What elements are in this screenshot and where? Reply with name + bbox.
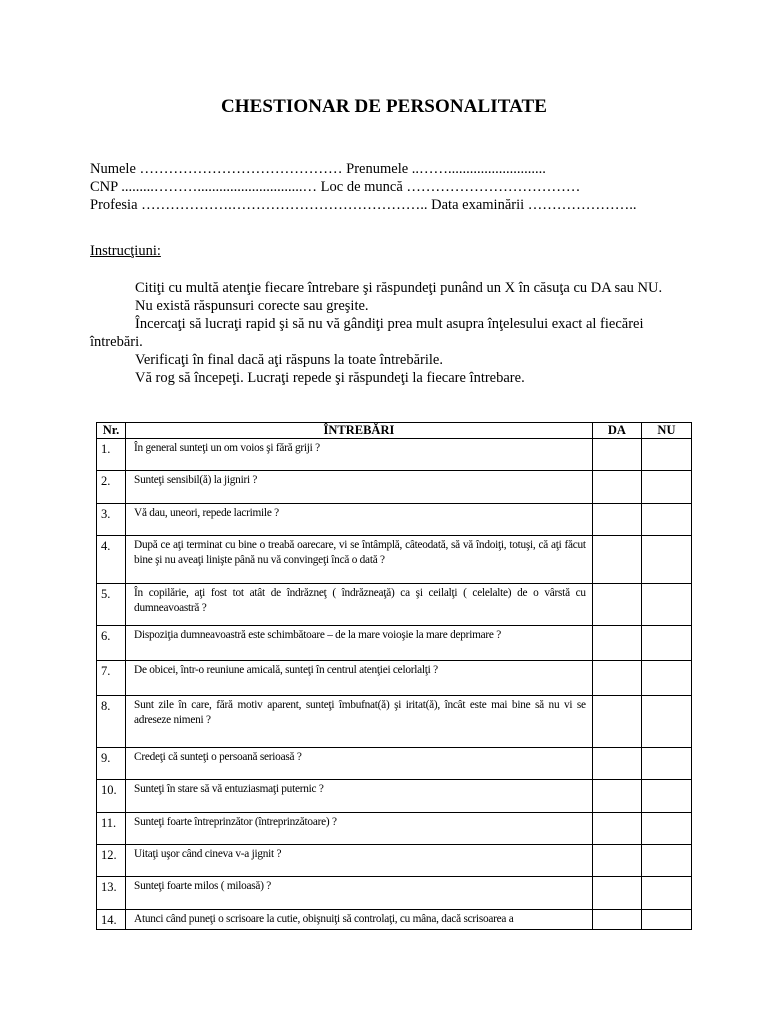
- answer-nu-cell[interactable]: [641, 626, 691, 661]
- question-number: 2.: [97, 471, 126, 504]
- answer-nu-cell[interactable]: [641, 780, 691, 813]
- answer-nu-cell[interactable]: [641, 910, 691, 930]
- answer-nu-cell[interactable]: [641, 439, 691, 471]
- question-number: 13.: [97, 877, 126, 910]
- question-row: [97, 845, 692, 877]
- question-number: 9.: [97, 748, 126, 780]
- answer-nu-cell[interactable]: [641, 748, 691, 780]
- instruction-paragraph: Vă rog să începeţi. Lucraţi repede şi răspundeţi la fiecare întrebare.: [135, 370, 525, 386]
- question-text: Sunteţi în stare să vă entuziasmaţi puternic ?: [134, 783, 324, 795]
- question-number: 3.: [97, 504, 126, 536]
- question-row: [97, 813, 692, 845]
- answer-da-cell[interactable]: [592, 748, 641, 780]
- questions-table: [96, 422, 692, 930]
- instruction-paragraph: Nu există răspunsuri corecte sau greşite.: [135, 298, 369, 314]
- question-text: Sunteţi foarte întreprinzător (întreprinzătoare) ?: [134, 816, 337, 828]
- question-number: 10.: [97, 780, 126, 813]
- answer-da-cell[interactable]: [592, 780, 641, 813]
- answer-da-cell[interactable]: [592, 845, 641, 877]
- question-row: [97, 471, 692, 504]
- answer-nu-cell[interactable]: [641, 696, 691, 748]
- question-text-cell: [126, 877, 593, 910]
- answer-nu-cell[interactable]: [641, 584, 691, 626]
- header-question: ÎNTREBĂRI: [126, 423, 593, 439]
- header-nu: NU: [641, 423, 691, 439]
- question-row: [97, 626, 692, 661]
- question-text-cell: [126, 780, 593, 813]
- question-text: Credeţi că sunteţi o persoană serioasă ?: [134, 751, 302, 763]
- question-row: [97, 910, 692, 930]
- question-text: Uitaţi uşor când cineva v-a jignit ?: [134, 848, 282, 860]
- question-text-cell: [126, 504, 593, 536]
- instruction-paragraph: Încercaţi să lucraţi rapid şi să nu vă gândiţi prea mult asupra înţelesului exact al fiecărei întrebări.: [90, 316, 644, 350]
- answer-da-cell[interactable]: [592, 661, 641, 696]
- instruction-paragraph: Verificaţi în final dacă aţi răspuns la toate întrebările.: [135, 352, 443, 368]
- question-number: 5.: [97, 584, 126, 626]
- table-header-row: [97, 423, 692, 439]
- question-number: 8.: [97, 696, 126, 748]
- question-text: Vă dau, uneori, repede lacrimile ?: [134, 507, 279, 519]
- question-text-cell: [126, 696, 593, 748]
- answer-da-cell[interactable]: [592, 439, 641, 471]
- answer-nu-cell[interactable]: [641, 813, 691, 845]
- instructions-heading: Instrucţiuni:: [90, 243, 161, 259]
- question-text-cell: [126, 661, 593, 696]
- question-text-cell: [126, 748, 593, 780]
- question-number: 14.: [97, 910, 126, 930]
- profession-field-line[interactable]: Profesia ……………….………………………………….. Data examinării …………………..: [90, 197, 637, 213]
- question-row: [97, 696, 692, 748]
- question-number: 7.: [97, 661, 126, 696]
- question-text-cell: [126, 584, 593, 626]
- question-row: [97, 877, 692, 910]
- question-row: [97, 661, 692, 696]
- question-text-cell: [126, 439, 593, 471]
- question-text: Dispoziţia dumneavoastră este schimbătoare – de la mare voioşie la mare deprimare ?: [134, 629, 501, 641]
- questions-body: [97, 439, 692, 930]
- question-text-cell: [126, 471, 593, 504]
- question-number: 1.: [97, 439, 126, 471]
- question-row: [97, 536, 692, 584]
- question-text: Atunci când puneţi o scrisoare la cutie, obişnuiţi să controlaţi, cu mâna, dacă scrisoarea a: [134, 913, 514, 925]
- cnp-field-line[interactable]: CNP .........……….............................… Loc de muncă ………………………………: [90, 179, 581, 195]
- question-row: [97, 780, 692, 813]
- identification-form: [90, 160, 710, 214]
- answer-nu-cell[interactable]: [641, 504, 691, 536]
- question-row: [97, 748, 692, 780]
- question-text-cell: [126, 845, 593, 877]
- question-text: În copilărie, aţi fost tot atât de îndrăzneţ ( îndrăzneaţă) ca şi ceilalţi ( celelalte) de o vârstă cu dumneavoastră ?: [134, 587, 586, 614]
- question-text-cell: [126, 626, 593, 661]
- answer-nu-cell[interactable]: [641, 845, 691, 877]
- header-nr: Nr.: [97, 423, 126, 439]
- question-number: 12.: [97, 845, 126, 877]
- question-text-cell: [126, 910, 593, 930]
- instructions-body: [90, 279, 668, 387]
- question-text: Sunteţi sensibil(ă) la jigniri ?: [134, 474, 258, 486]
- question-row: [97, 584, 692, 626]
- question-text-cell: [126, 813, 593, 845]
- answer-da-cell[interactable]: [592, 877, 641, 910]
- answer-da-cell[interactable]: [592, 910, 641, 930]
- question-text-cell: [126, 536, 593, 584]
- answer-nu-cell[interactable]: [641, 877, 691, 910]
- question-row: [97, 504, 692, 536]
- answer-da-cell[interactable]: [592, 626, 641, 661]
- answer-nu-cell[interactable]: [641, 471, 691, 504]
- answer-da-cell[interactable]: [592, 471, 641, 504]
- answer-da-cell[interactable]: [592, 696, 641, 748]
- question-text: În general sunteţi un om voios şi fără griji ?: [134, 442, 320, 454]
- question-row: [97, 439, 692, 471]
- question-text: După ce aţi terminat cu bine o treabă oarecare, vi se întâmplă, câteodată, să vă îndoiţi, totuşi, că aţi făcut bine şi nu aveaţi linişte până nu vă convingeţi încă o dată ?: [134, 539, 586, 566]
- answer-nu-cell[interactable]: [641, 536, 691, 584]
- question-number: 4.: [97, 536, 126, 584]
- answer-da-cell[interactable]: [592, 536, 641, 584]
- question-text: De obicei, într-o reuniune amicală, sunteţi în centrul atenţiei celorlalţi ?: [134, 664, 438, 676]
- answer-da-cell[interactable]: [592, 813, 641, 845]
- answer-da-cell[interactable]: [592, 504, 641, 536]
- question-text: Sunt zile în care, fără motiv aparent, sunteţi îmbufnat(ă) şi iritat(ă), încât este mai bine să nu vi se adreseze nimeni ?: [134, 699, 586, 726]
- answer-da-cell[interactable]: [592, 584, 641, 626]
- question-number: 6.: [97, 626, 126, 661]
- page-title: CHESTIONAR DE PERSONALITATE: [220, 96, 548, 117]
- instruction-paragraph: Citiţi cu multă atenţie fiecare întrebare şi răspundeţi punând un X în căsuţa cu DA sau NU.: [135, 280, 663, 296]
- question-text: Sunteţi foarte milos ( miloasă) ?: [134, 880, 272, 892]
- question-number: 11.: [97, 813, 126, 845]
- answer-nu-cell[interactable]: [641, 661, 691, 696]
- header-da: DA: [592, 423, 641, 439]
- name-field-line[interactable]: Numele …………………………………… Prenumele ..……...........................: [90, 161, 546, 177]
